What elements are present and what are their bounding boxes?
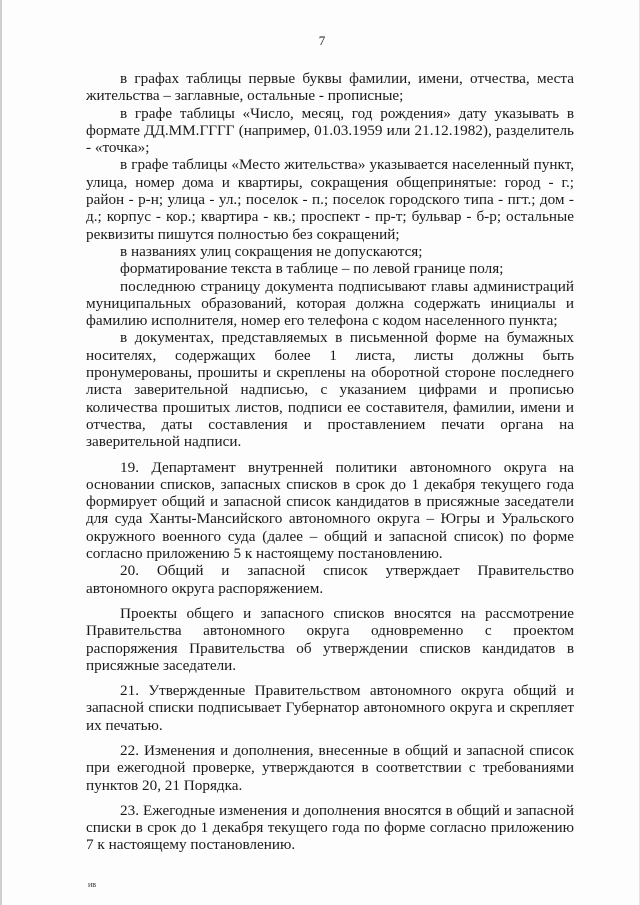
- paragraph-projects-submission: Проекты общего и запасного списков вносятся на рассмотрение Правительства автономного округа одновременно с проектом распоряжения Правительства об утверждении списков кандидатов в присяжные заседатели.: [86, 604, 574, 674]
- paragraph-date-format: в графе таблицы «Число, месяц, год рождения» дату указывать в формате ДД.ММ.ГГГГ (например, 01.03.1959 или 21.12.1982), разделитель - «точка»;: [86, 104, 574, 157]
- document-body: [86, 70, 574, 854]
- paragraph-item-22: 22. Изменения и дополнения, внесенные в общий и запасной список при ежегодной проверке, утверждаются в соответствии с требованиями пунктов 20, 21 Порядка.: [86, 741, 574, 794]
- paragraph-item-20: 20. Общий и запасной список утверждает Правительство автономного округа распоряжением.: [86, 562, 574, 597]
- paragraph-item-21: 21. Утвержденные Правительством автономного округа общий и запасной списки подписывает Губернатор автономного округа и скрепляет их печатью.: [86, 682, 574, 734]
- paragraph-item-23: 23. Ежегодные изменения и дополнения вносятся в общий и запасной списки в срок до 1 декабря текущего года по форме согласно приложению 7 к настоящему постановлению.: [86, 801, 574, 854]
- paragraph-item-19: 19. Департамент внутренней политики автономного округа на основании списков, запасных списков в срок до 1 декабря текущего года формирует общий и запасной список кандидатов в присяжные заседатели для суда Ханты-Мансийского автономного округа – Югры и Уральского окружного военного суда (далее – общий и запасной список) по форме согласно приложению 5 к настоящему постановлению.: [86, 458, 574, 563]
- paragraph-residence-format: в графе таблицы «Место жительства» указывается населенный пункт, улица, номер дома и квартиры, сокращения общепринятые: город - г.; район - р-н; улица - ул.; поселок - п.; поселок городского типа - пгт.; дом - д.; корпус - кор.; квартира - кв.; проспект - пр-т; бульвар - б-р; остальные реквизиты пишутся полностью без сокращений;: [86, 156, 574, 243]
- footer-mark: ив: [88, 880, 97, 889]
- paragraph-street-abbrev: в названиях улиц сокращения не допускаются;: [120, 242, 423, 260]
- page-number: 7: [318, 33, 326, 48]
- paragraph-text-alignment: форматирование текста в таблице – по левой границе поля;: [120, 260, 504, 278]
- paragraph-name-format: в графах таблицы первые буквы фамилии, имени, отчества, места жительства – заглавные, остальные - прописные;: [86, 70, 574, 105]
- paragraph-last-page-signature: последнюю страницу документа подписывают главы администраций муниципальных образований, которая должна содержать инициалы и фамилию исполнителя, номер его телефона с кодом населенного пункта;: [86, 277, 574, 330]
- paragraph-paper-documents: в документах, представляемых в письменной форме на бумажных носителях, содержащих более 1 листа, листы должны быть пронумерованы, прошиты и скреплены на оборотной стороне последнего листа заверительной надписью, с указанием цифрами и прописью количества прошитых листов, подписи ее составителя, фамилии, имени и отчества, даты составления и проставлением печати органа на заверительной надписи.: [86, 329, 574, 451]
